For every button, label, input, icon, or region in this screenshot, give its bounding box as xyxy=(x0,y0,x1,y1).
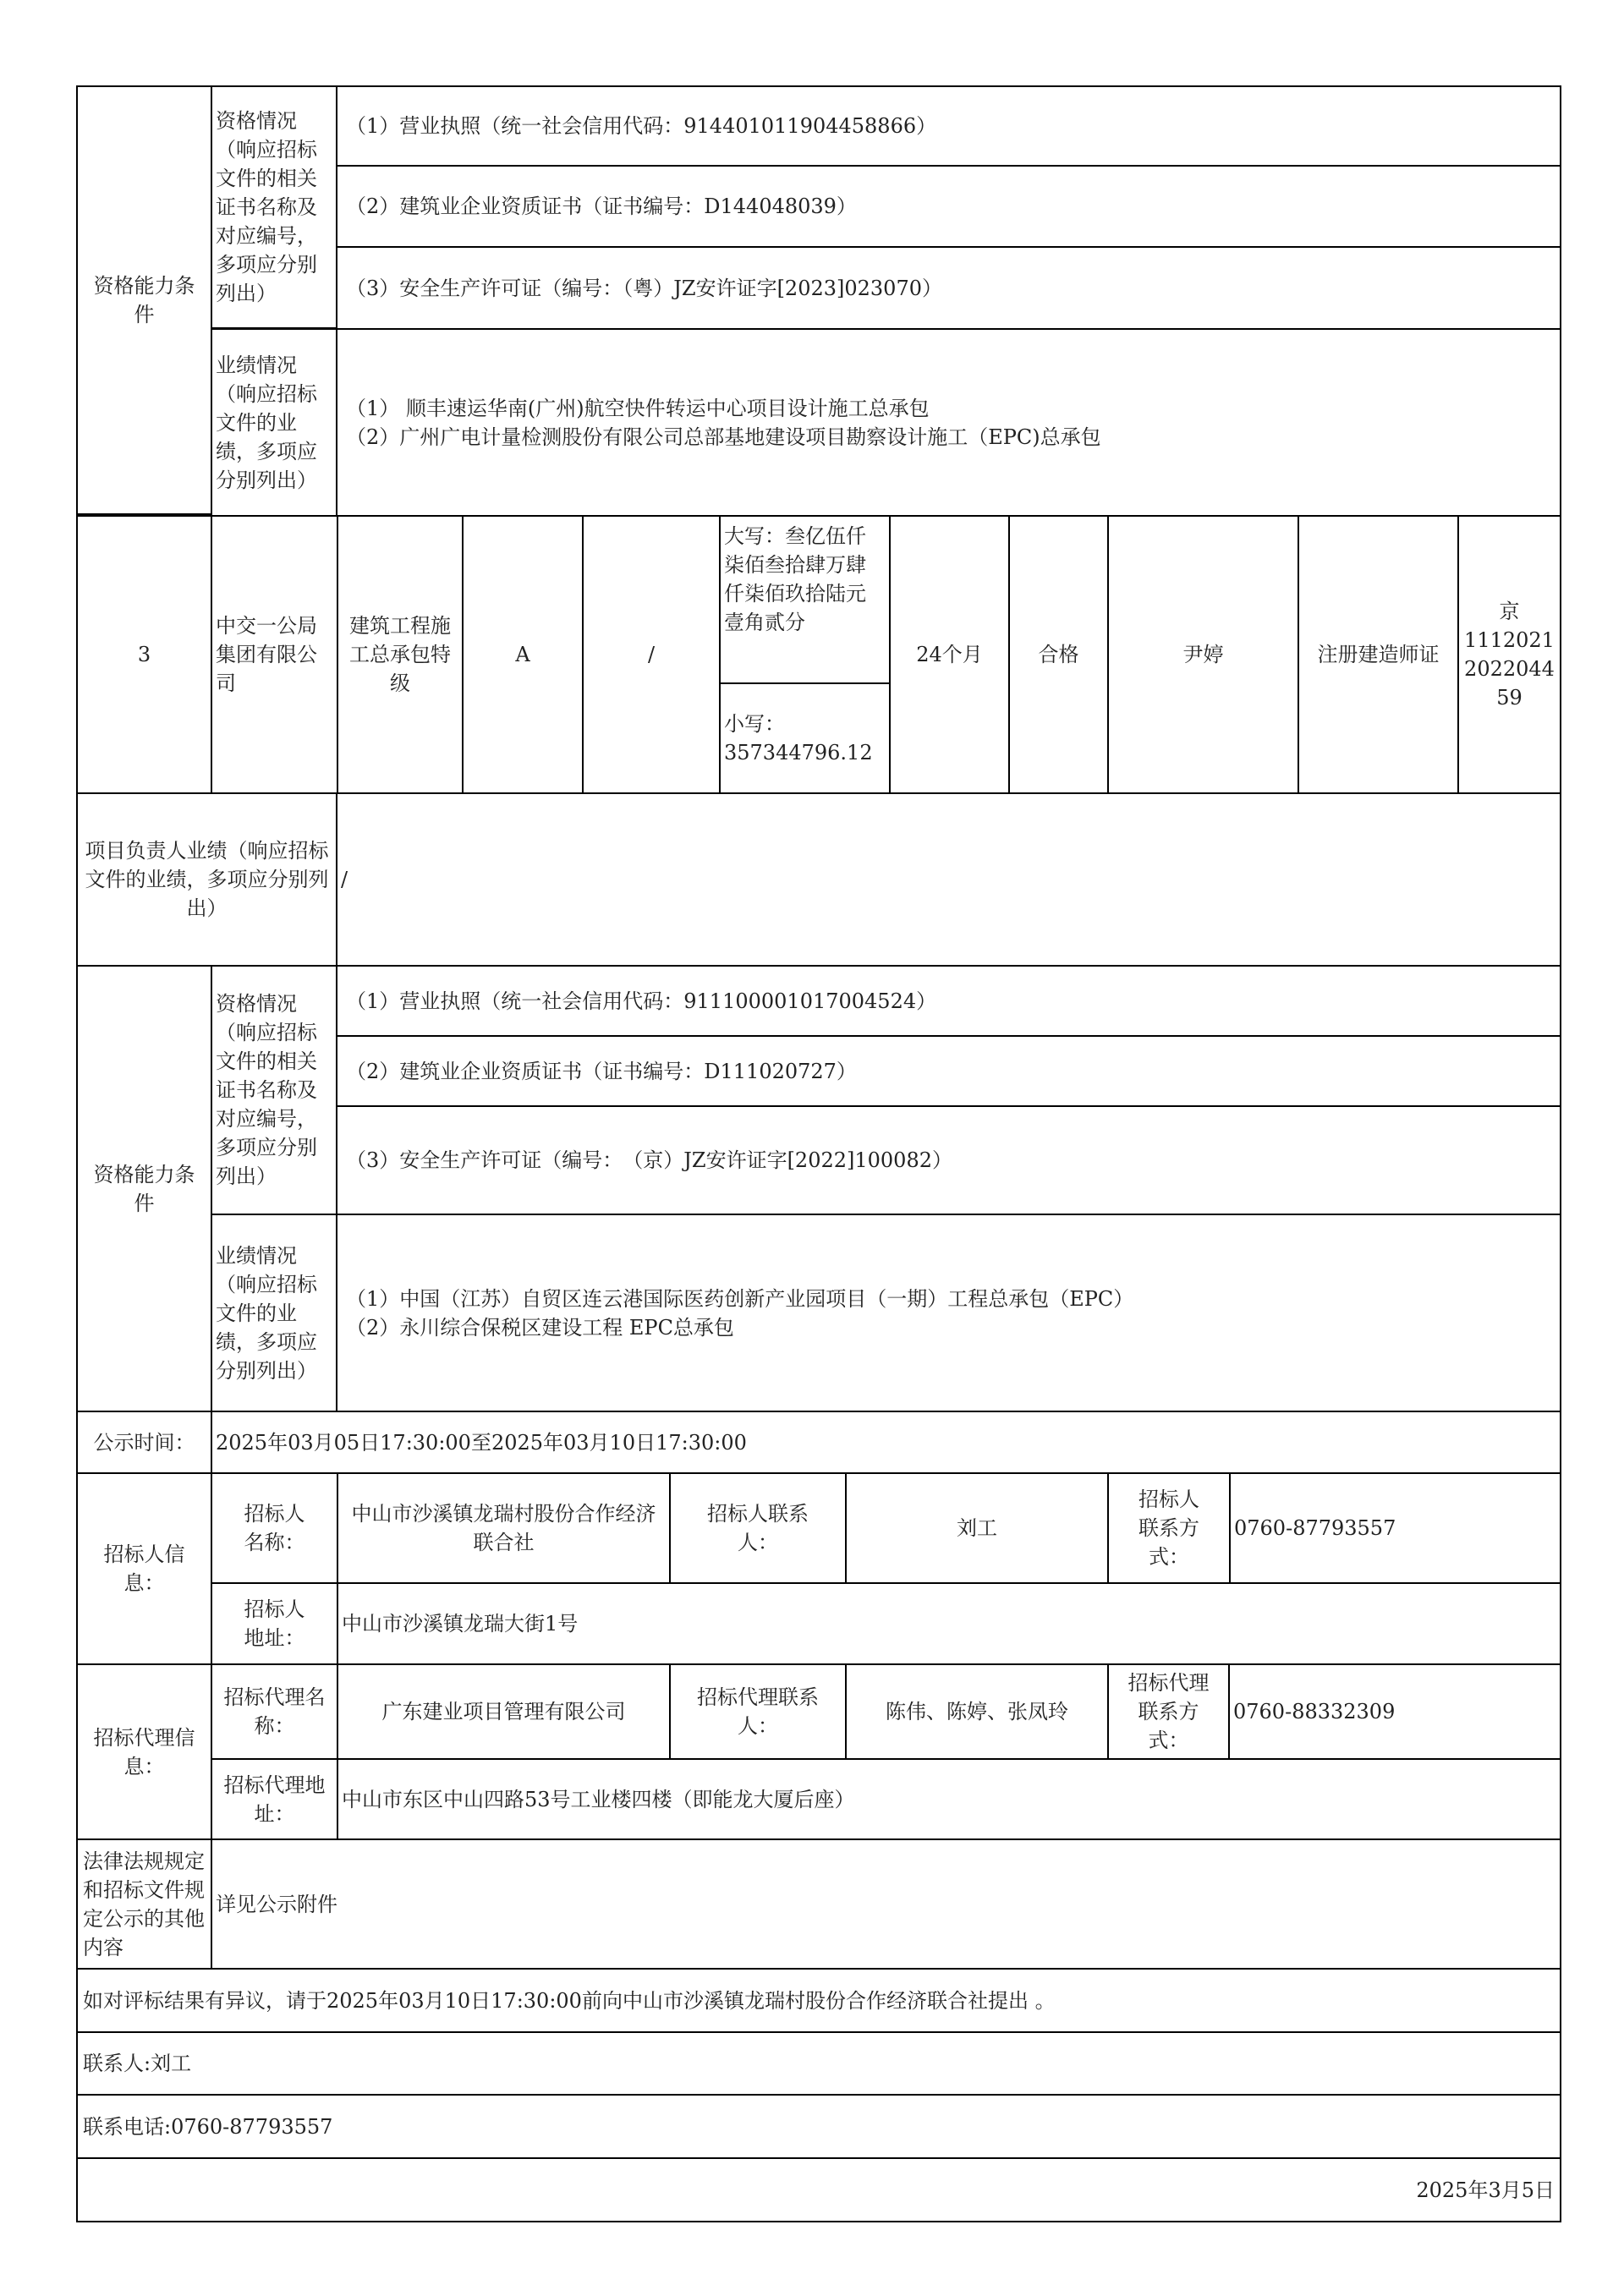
cert-item-text: （3）安全生产许可证（编号： （京）JZ安许证字[2022]100082） xyxy=(346,1148,952,1172)
pm-performance-value xyxy=(336,792,1561,967)
bidder-qualification xyxy=(337,515,464,794)
agent-name-text: 广东建业项目管理有限公司 xyxy=(381,1700,626,1723)
performance-label xyxy=(211,1214,337,1412)
publicity-time-label-text: 公示时间： xyxy=(93,1430,195,1455)
bid-price-lower-label: 小写： xyxy=(724,712,785,736)
performance-label-text: 业绩情况（响应招标文件的业绩，多项应分别列出） xyxy=(216,353,317,492)
agent-address xyxy=(337,1758,1561,1840)
notice-date xyxy=(76,2157,1561,2222)
performance-item: （2）永川综合保税区建设工程 EPC总承包 xyxy=(346,1315,734,1340)
bidder-manager-text: 尹婷 xyxy=(1182,643,1224,666)
objection-notice xyxy=(76,1968,1561,2033)
cert-item xyxy=(336,1105,1561,1215)
tenderer-contact-label xyxy=(669,1472,847,1584)
pm-performance-label xyxy=(76,792,337,967)
tenderer-phone-label-text: 招标人联系方式： xyxy=(1138,1488,1199,1569)
publicity-time-value-text: 2025年03月05日17:30:00至2025年03月10日17:30:00 xyxy=(216,1430,747,1455)
bid-price-upper xyxy=(719,515,891,684)
bidder-cert-number xyxy=(1457,515,1561,794)
qualification-section-label-text: 资格能力条件 xyxy=(93,274,195,326)
tenderer-address-text: 中山市沙溪镇龙瑞大街1号 xyxy=(342,1612,579,1636)
cert-item-text: （1）营业执照（统一社会信用代码：911100001017004524） xyxy=(346,989,937,1013)
objection-notice-text: 如对评标结果有异议，请于2025年03月10日17:30:00前向中山市沙溪镇龙瑞村股份合作经济联合社提出 。 xyxy=(83,1988,1056,2013)
other-content-value xyxy=(211,1838,1561,1970)
agent-address-label xyxy=(211,1758,338,1840)
tenderer-name-text: 中山市沙溪镇龙瑞村股份合作经济联合社 xyxy=(351,1502,656,1554)
publicity-time-label xyxy=(76,1411,212,1474)
agent-phone-text: 0760-88332309 xyxy=(1233,1700,1396,1723)
bidder-manager xyxy=(1107,515,1299,794)
tenderer-phone-text: 0760-87793557 xyxy=(1234,1516,1396,1540)
contact-person xyxy=(76,2031,1561,2096)
bidder-name xyxy=(211,515,338,794)
other-content-label xyxy=(76,1838,212,1970)
cert-item-text: （2）建筑业企业资质证书（证书编号：D144048039） xyxy=(346,195,857,218)
performance-label xyxy=(211,328,337,517)
cert-item xyxy=(336,246,1561,330)
tenderer-phone-label xyxy=(1107,1472,1231,1584)
performance-list xyxy=(336,328,1561,517)
bidder-credit-text: A xyxy=(515,643,530,666)
bidder-index xyxy=(76,515,212,794)
tenderer-address xyxy=(337,1582,1561,1665)
agent-contact-text: 陈伟、陈婷、张凤玲 xyxy=(886,1700,1068,1723)
agent-phone-label-text: 招标代理联系方式： xyxy=(1127,1671,1210,1752)
qualification-certs-label xyxy=(211,965,337,1215)
tenderer-name-label xyxy=(211,1472,338,1584)
bidder-cert-type xyxy=(1298,515,1459,794)
bidder-credit xyxy=(462,515,584,794)
bid-price-lower-value: 357344796.12 xyxy=(724,741,873,764)
bidder-quality xyxy=(1008,515,1109,794)
bidder-qualification-text: 建筑工程施工总承包特级 xyxy=(349,614,451,695)
agent-name-label xyxy=(211,1663,338,1760)
performance-item: （1） 顺丰速运华南(广州)航空快件转运中心项目设计施工总承包 xyxy=(346,396,930,420)
agent-phone xyxy=(1228,1663,1561,1760)
qualification-section-label xyxy=(76,965,212,1412)
tenderer-name-label-text: 招标人名称： xyxy=(244,1502,305,1554)
bidder-cert-number-text: 京 1112021 2022044 59 xyxy=(1464,600,1555,710)
notice-date-text: 2025年3月5日 xyxy=(1416,2178,1555,2202)
performance-list xyxy=(336,1214,1561,1412)
cert-item xyxy=(336,1035,1561,1107)
cert-item-text: （1）营业执照（统一社会信用代码：914401011904458866） xyxy=(346,114,937,138)
bidder-quality-text: 合格 xyxy=(1038,643,1079,666)
cert-item xyxy=(336,85,1561,167)
bidder-cert-type-text: 注册建造师证 xyxy=(1317,643,1440,666)
pm-performance-value-text: / xyxy=(341,868,348,891)
qualification-section-label-text: 资格能力条件 xyxy=(93,1162,195,1215)
tenderer-info-label-text: 招标人信息： xyxy=(103,1543,185,1595)
agent-contact-label-text: 招标代理联系人： xyxy=(697,1685,819,1738)
agent-name xyxy=(337,1663,671,1760)
agent-address-text: 中山市东区中山四路53号工业楼四楼（即能龙大厦后座） xyxy=(342,1787,855,1811)
tenderer-address-label xyxy=(211,1582,338,1665)
cert-item xyxy=(336,165,1561,248)
bidder-col5 xyxy=(582,515,721,794)
tenderer-name xyxy=(337,1472,671,1584)
performance-label-text: 业绩情况（响应招标文件的业绩，多项应分别列出） xyxy=(216,1243,317,1383)
cert-item-text: （3）安全生产许可证（编号：（粤）JZ安许证字[2023]023070） xyxy=(346,276,942,300)
tenderer-contact xyxy=(845,1472,1109,1584)
other-content-value-text: 详见公示附件 xyxy=(216,1892,337,1916)
tenderer-contact-label-text: 招标人联系人： xyxy=(707,1502,809,1554)
agent-info-label xyxy=(76,1663,212,1840)
bidder-index-text: 3 xyxy=(137,643,151,666)
agent-phone-label xyxy=(1107,1663,1230,1760)
agent-name-label-text: 招标代理名称： xyxy=(223,1685,326,1738)
tenderer-contact-text: 刘工 xyxy=(957,1516,997,1540)
bidder-name-text: 中交一公局集团有限公司 xyxy=(216,614,317,695)
pm-performance-label-text: 项目负责人业绩（响应招标文件的业绩，多项应分别列出） xyxy=(85,839,329,920)
agent-contact-label xyxy=(669,1663,847,1760)
contact-phone xyxy=(76,2094,1561,2159)
qualification-certs-label-text: 资格情况（响应招标文件的相关证书名称及对应编号，多项应分别列出） xyxy=(216,992,317,1188)
bidder-col5-text: / xyxy=(647,643,656,666)
qualification-section-label xyxy=(76,85,212,515)
bid-price-upper-text: 大写：叁亿伍仟柒佰叁拾肆万肆仟柒佰玖拾陆元壹角贰分 xyxy=(724,524,866,634)
bid-price-lower xyxy=(719,682,891,794)
cert-item-text: （2）建筑业企业资质证书（证书编号：D111020727） xyxy=(346,1059,857,1083)
agent-address-label-text: 招标代理地址： xyxy=(223,1773,326,1826)
agent-info-label-text: 招标代理信息： xyxy=(93,1725,195,1778)
performance-item: （1）中国（江苏）自贸区连云港国际医药创新产业园项目（一期）工程总承包（EPC） xyxy=(346,1286,1134,1311)
cert-item xyxy=(336,965,1561,1037)
bidder-duration-text: 24个月 xyxy=(916,643,983,666)
tenderer-address-label-text: 招标人地址： xyxy=(244,1597,305,1650)
tenderer-phone xyxy=(1229,1472,1561,1584)
other-content-label-text: 法律法规规定和招标文件规定公示的其他内容 xyxy=(83,1849,205,1959)
contact-phone-text: 联系电话:0760-87793557 xyxy=(83,2114,333,2139)
agent-contact xyxy=(845,1663,1109,1760)
qualification-certs-label-text: 资格情况（响应招标文件的相关证书名称及对应编号，多项应分别列出） xyxy=(216,109,317,305)
contact-person-text: 联系人:刘工 xyxy=(83,2052,192,2075)
qualification-certs-label xyxy=(211,85,337,329)
tenderer-info-label xyxy=(76,1472,212,1665)
performance-item: （2）广州广电计量检测股份有限公司总部基地建设项目勘察设计施工（EPC)总承包 xyxy=(346,425,1101,449)
bidder-duration xyxy=(889,515,1010,794)
publicity-time-value xyxy=(211,1411,1561,1474)
